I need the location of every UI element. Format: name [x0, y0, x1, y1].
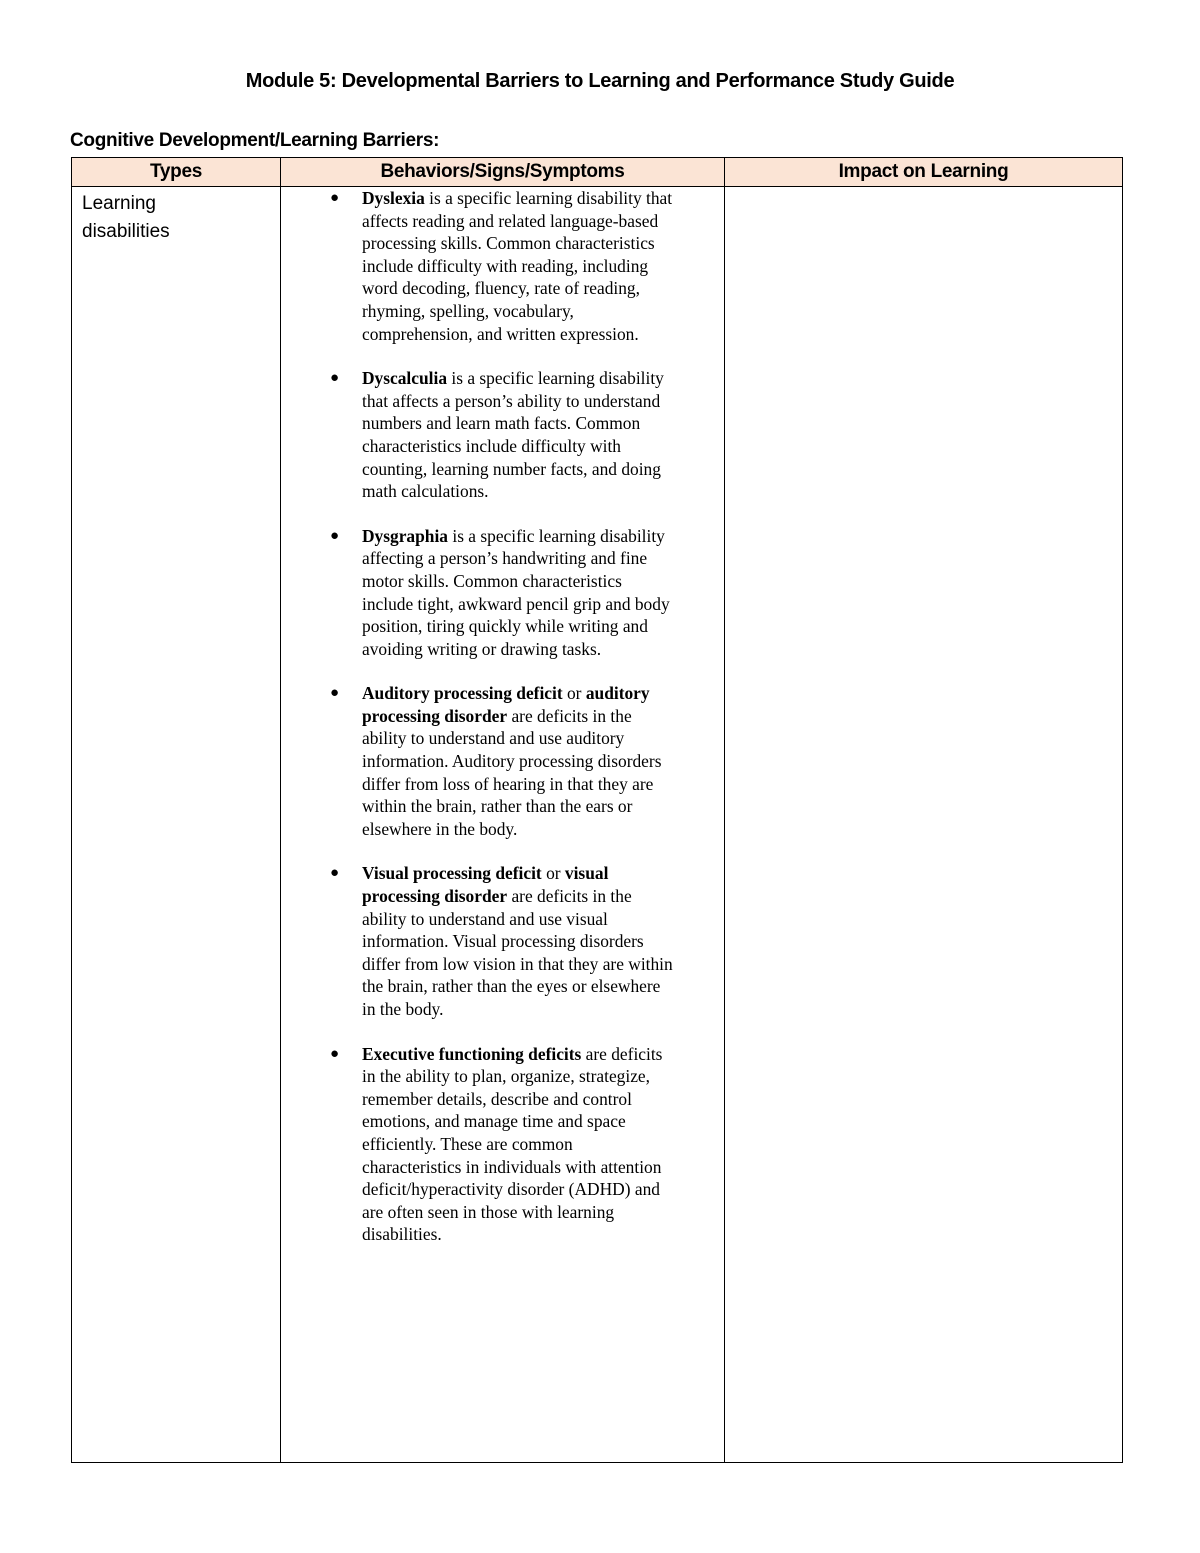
symptom-text: are deficits in the ability to understand and use visual information. Visual processing disorders differ from low vision in that they are within the brain, rather than the eyes or elsewhere in the body. — [362, 886, 673, 1019]
bullet-icon: ● — [330, 685, 340, 702]
symptom-text: is a specific learning disability that affects reading and related language-based processing skills. Common characteristics include difficulty with reading, including word decoding, fluency, rate of reading, rhyming, spelling, vocabulary, comprehension, and written expression. — [362, 188, 673, 344]
list-item — [281, 525, 724, 661]
symptom-term: Executive functioning deficits — [362, 1043, 582, 1064]
symptom-text: are deficits in the ability to plan, organize, strategize, remember details, describe and control emotions, and manage time and space efficiently. These are common characteristics in individuals with attention deficit/hyperactivity disorder (ADHD) and are often seen in those with learning disabilities. — [362, 1043, 663, 1245]
barriers-table — [71, 157, 1123, 1463]
symptom-term: Dyslexia — [362, 188, 425, 208]
column-header-behaviors: Behaviors/Signs/Symptoms — [281, 158, 725, 187]
section-heading: Cognitive Development/Learning Barriers: — [70, 130, 440, 151]
symptom-term: Visual processing deficit — [362, 863, 542, 884]
list-item — [281, 187, 724, 345]
column-header-types: Types — [72, 158, 281, 187]
document-title: Module 5: Developmental Barriers to Learning and Performance Study Guide — [245, 70, 955, 92]
type-label: Learning disabilities — [82, 193, 170, 242]
list-item — [281, 367, 724, 503]
symptom-term: Dyscalculia — [362, 368, 448, 389]
table-row — [72, 187, 1123, 1463]
symptoms-list — [281, 187, 724, 1246]
symptom-term-alt: auditory processing disorder — [362, 683, 650, 726]
bullet-icon: ● — [330, 1045, 340, 1062]
bullet-icon: ● — [330, 370, 340, 387]
table-header-row — [72, 158, 1123, 187]
list-item — [281, 1043, 724, 1246]
impact-cell[interactable] — [725, 187, 1123, 1463]
bullet-icon: ● — [330, 190, 340, 206]
symptom-term-alt: visual processing disorder — [362, 863, 609, 907]
symptom-text: are deficits in the ability to understand and use auditory information. Auditory processing disorders differ from loss of hearing in that they are within the brain, rather than the ears or elsewhere in the body. — [362, 705, 662, 839]
symptom-text: is a specific learning disability affecting a person’s handwriting and fine motor skills. Common characteristics include tight, awkward pencil grip and body position, tiring quickly while writing and avoiding writing or drawing tasks. — [362, 525, 670, 659]
column-header-impact: Impact on Learning — [725, 158, 1123, 187]
symptom-connector: or — [541, 863, 565, 884]
symptom-connector: or — [562, 683, 586, 704]
symptom-term: Dysgraphia — [362, 525, 449, 546]
list-item — [281, 862, 724, 1020]
list-item — [281, 682, 724, 840]
symptom-term: Auditory processing deficit — [362, 683, 563, 704]
symptoms-cell — [281, 187, 725, 1463]
bullet-icon: ● — [330, 865, 340, 882]
symptom-text: is a specific learning disability that affects a person’s ability to understand numbers and learn math facts. Common characteristics include difficulty with counting, learning number facts, and doing math calculations. — [362, 368, 664, 502]
type-cell — [72, 187, 281, 1463]
bullet-icon: ● — [330, 527, 340, 544]
